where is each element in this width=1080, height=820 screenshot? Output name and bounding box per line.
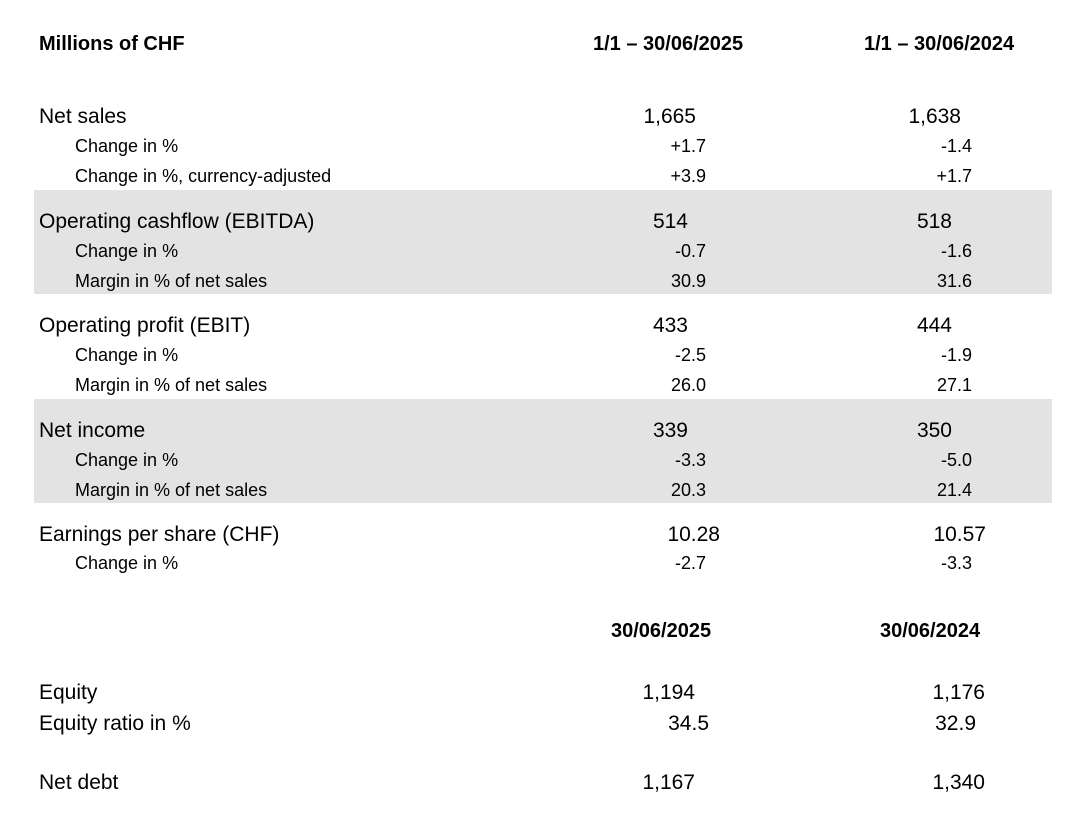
row-value-2025: +3.9 [670,166,706,186]
row-value-2024: 444 [916,314,952,337]
row-label: Margin in % of net sales [75,271,268,291]
row-value-2024: 10.57 [933,523,986,546]
row-value-2025: 10.28 [667,523,720,546]
row-value-2024: 1,340 [932,771,985,794]
row-label: Earnings per share (CHF) [39,523,280,546]
row-value-2024: 1,638 [908,105,961,128]
row-label: Change in %, currency-adjusted [75,166,332,186]
row-label: Margin in % of net sales [75,375,268,395]
row-label: Operating cashflow (EBITDA) [39,210,315,233]
row-value-2025: -2.5 [674,345,706,365]
row-value-2025: 1,167 [642,771,695,794]
row-label: Net debt [39,771,119,794]
row-value-2025: 1,194 [642,681,695,704]
row-value-2025: 339 [652,419,688,442]
row-value-2025: 20.3 [670,480,706,500]
row-value-2024: +1.7 [936,166,972,186]
row-label: Net sales [39,105,127,128]
row-value-2024: -1.6 [940,241,972,261]
row-value-2024: -3.3 [940,553,972,573]
row-label: Change in % [75,450,179,470]
row-value-2025: 514 [652,210,688,233]
row-label: Equity [39,681,98,704]
row-value-2024: -5.0 [940,450,972,470]
row-value-2025: 30.9 [670,271,706,291]
row-value-2025: +1.7 [670,136,706,156]
row-value-2024: 32.9 [935,712,976,735]
row-value-2024: 27.1 [936,375,972,395]
row-label: Change in % [75,553,179,573]
row-value-2025: 1,665 [643,105,696,128]
row-value-2024: 31.6 [936,271,972,291]
row-label: Equity ratio in % [39,712,191,735]
row-label: Operating profit (EBIT) [39,314,251,337]
row-value-2025: 26.0 [670,375,706,395]
header-col-2025: 1/1 – 30/06/2025 [593,33,744,55]
row-value-2025: -2.7 [674,553,706,573]
row-label: Change in % [75,345,179,365]
row-label: Margin in % of net sales [75,480,268,500]
header2-col-2024: 30/06/2024 [880,620,981,642]
row-value-2025: 433 [652,314,688,337]
row-value-2024: -1.9 [940,345,972,365]
row-value-2024: 1,176 [932,681,985,704]
row-label: Change in % [75,241,179,261]
header2-col-2025: 30/06/2025 [611,620,712,642]
row-value-2025: 34.5 [668,712,709,735]
row-value-2024: 21.4 [936,480,972,500]
row-label: Net income [39,419,146,442]
header-col-2024: 1/1 – 30/06/2024 [864,33,1015,55]
row-value-2025: -0.7 [674,241,706,261]
row-label: Change in % [75,136,179,156]
row-value-2024: 518 [916,210,952,233]
header-label: Millions of CHF [39,33,185,55]
row-value-2024: -1.4 [940,136,972,156]
row-value-2024: 350 [916,419,952,442]
row-value-2025: -3.3 [674,450,706,470]
